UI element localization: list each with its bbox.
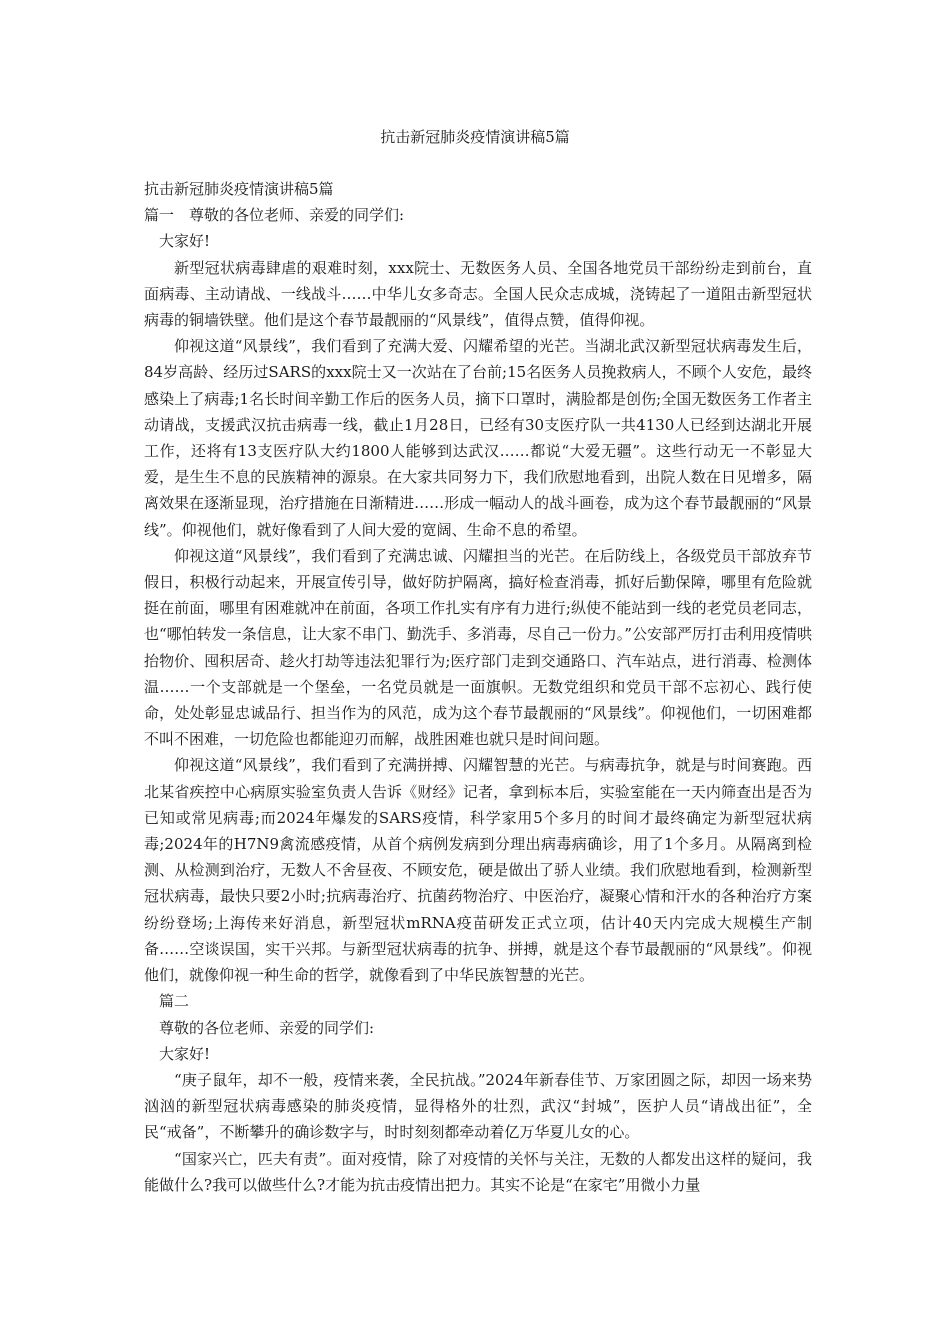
- paragraph-4: 仰视这道“风景线”，我们看到了充满拼搏、闪耀智慧的光芒。与病毒抗争，就是与时间赛跑。西北某省疾控中心病原实验室负责人告诉《财经》记者，拿到标本后，实验室能在一天内筛查出是否为已知或常见病毒;而2024年爆发的SARS疫情，科学家用5个多月的时间才最终确定为新型冠状病毒;2024年的H7N9禽流感疫情，从首个病例发病到分理出病毒病确诊，用了1个多月。从隔离到检测、从检测到治疗，无数人不舍昼夜、不顾安危，硬是做出了骄人业绩。我们欣慰地看到，检测新型冠状病毒，最快只要2小时;抗病毒治疗、抗菌药物治疗、中医治疗，凝聚心情和汗水的各种治疗方案纷纷登场;上海传来好消息，新型冠状mRNA疫苗研发正式立项，估计40天内完成大规模生产制备……空谈误国，实干兴邦。与新型冠状病毒的抗争、拼搏，就是这个春节最靓丽的“风景线”。仰视他们，就像仰视一种生命的哲学，就像看到了中华民族智慧的光芒。: [144, 756, 812, 985]
- part1-heading: 篇一 尊敬的各位老师、亲爱的同学们:: [144, 206, 405, 225]
- paragraph-1: 新型冠状病毒肆虐的艰难时刻，xxx院士、无数医务人员、全国各地党员干部纷纷走到前台，直面病毒、主动请战、一线战斗……中华儿女多奇志。全国人民众志成城，浇铸起了一道阻击新型冠状病毒的铜墙铁壁。他们是这个春节最靓丽的“风景线”，值得点赞，值得仰视。: [144, 258, 812, 330]
- page-title: 抗击新冠肺炎疫情演讲稿5篇: [380, 128, 570, 146]
- paragraph-5: “庚子鼠年，却不一般，疫情来袭，全民抗战。”2024年新春佳节、万家团圆之际，却因一场来势汹汹的新型冠状病毒感染的肺炎疫情，显得格外的壮烈，武汉“封城”，医护人员“请战出征”，全民“戒备”，不断攀升的确诊数字与，时时刻刻都牵动着亿万华夏儿女的心。: [144, 1070, 812, 1142]
- greeting-1: 大家好!: [159, 232, 211, 251]
- greeting-2: 大家好!: [159, 1044, 211, 1063]
- paragraph-2: 仰视这道“风景线”，我们看到了充满大爱、闪耀希望的光芒。当湖北武汉新型冠状病毒发生后，84岁高龄、经历过SARS的xxx院士又一次站在了台前;15名医务人员挽救病人，不顾个人安危，最终感染上了病毒;1名长时间辛勤工作后的医务人员，摘下口罩时，满脸都是创伤;全国无数医务工作者主动请战，支援武汉抗击病毒一线，截止1月28日，已经有30支医疗队一共4130人已经到达湖北开展工作，还将有13支医疗队大约1800人能够到达武汉……都说“大爱无疆”。这些行动无一不彰显大爱，是生生不息的民族精神的源泉。在大家共同努力下，我们欣慰地看到，出院人数在日见增多，隔离效果在逐渐显现，治疗措施在日渐精进……形成一幅动人的战斗画卷，成为这个春节最靓丽的“风景线”。仰视他们，就好像看到了人间大爱的宽阔、生命不息的希望。: [144, 337, 812, 539]
- paragraph-3: 仰视这道“风景线”，我们看到了充满忠诚、闪耀担当的光芒。在后防线上，各级党员干部放弃节假日，积极行动起来，开展宣传引导，做好防护隔离，搞好检查消毒，抓好后勤保障，哪里有危险就挺在前面，哪里有困难就冲在前面，各项工作扎实有序有力进行;纵使不能站到一线的老党员老同志，也“哪怕转发一条信息，让大家不串门、勤洗手、多消毒，尽自己一份力。”公安部严厉打击利用疫情哄抬物价、囤积居奇、趁火打劫等违法犯罪行为;医疗部门走到交通路口、汽车站点，进行消毒、检测体温……一个支部就是一个堡垒，一名党员就是一面旗帜。无数党组织和党员干部不忘初心、践行使命，处处彰显忠诚品行、担当作为的风范，成为这个春节最靓丽的“风景线”。仰视他们，一切困难都不叫不困难，一切危险也都能迎刃而解，战胜困难也就只是时间问题。: [144, 546, 812, 749]
- document-subtitle: 抗击新冠肺炎疫情演讲稿5篇: [144, 180, 334, 198]
- salutation-2: 尊敬的各位老师、亲爱的同学们:: [159, 1018, 375, 1037]
- document-body: [144, 176, 812, 1198]
- paragraph-6: “国家兴亡，匹夫有责”。面对疫情，除了对疫情的关怀与关注，无数的人都发出这样的疑问，我能做什么?我可以做些什么?才能为抗击疫情出把力。其实不论是“在家宅”用微小力量: [144, 1149, 812, 1194]
- part2-heading: 篇二: [159, 992, 190, 1011]
